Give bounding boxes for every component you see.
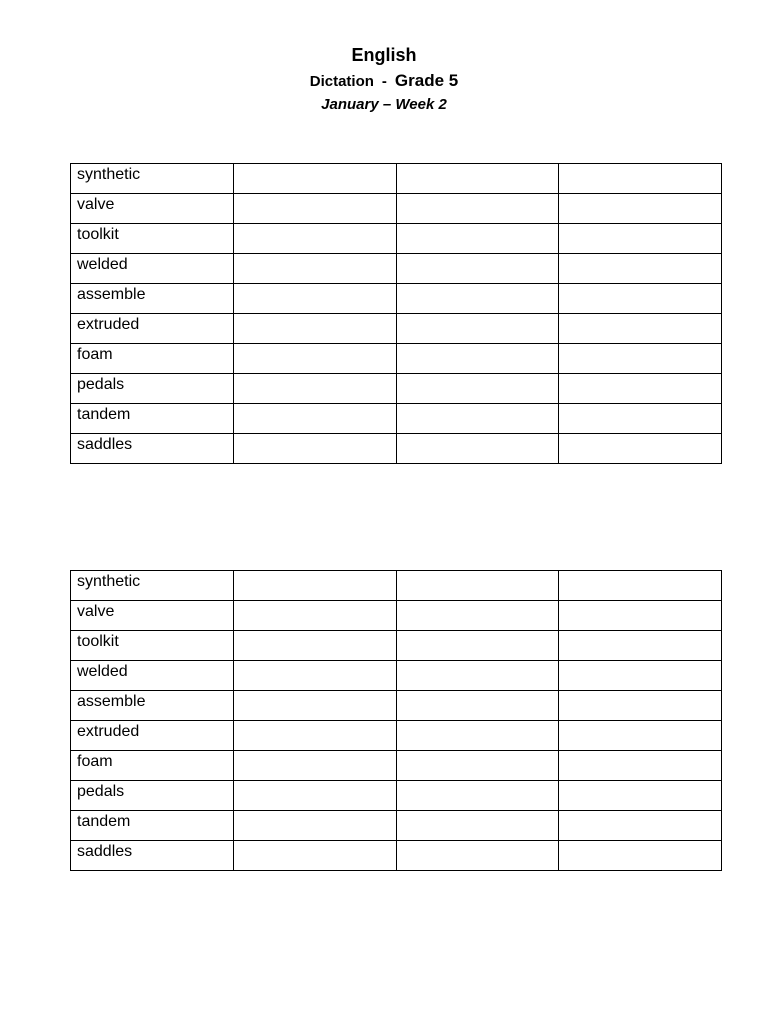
blank-writing-cell — [233, 344, 396, 374]
blank-writing-cell — [559, 164, 722, 194]
blank-writing-cell — [396, 404, 559, 434]
blank-writing-cell — [233, 314, 396, 344]
blank-writing-cell — [396, 344, 559, 374]
word-cell: tandem — [71, 811, 234, 841]
blank-writing-cell — [559, 434, 722, 464]
word-cell: toolkit — [71, 224, 234, 254]
table-row — [71, 224, 722, 254]
blank-writing-cell — [559, 314, 722, 344]
word-cell: saddles — [71, 434, 234, 464]
word-cell: welded — [71, 661, 234, 691]
blank-writing-cell — [233, 691, 396, 721]
blank-writing-cell — [396, 374, 559, 404]
table-row — [71, 691, 722, 721]
subtitle-grade: Grade 5 — [394, 71, 459, 90]
word-cell: saddles — [71, 841, 234, 871]
blank-writing-cell — [396, 254, 559, 284]
blank-writing-cell — [559, 631, 722, 661]
word-cell: synthetic — [71, 164, 234, 194]
blank-writing-cell — [233, 721, 396, 751]
blank-writing-cell — [396, 224, 559, 254]
blank-writing-cell — [396, 661, 559, 691]
blank-writing-cell — [233, 404, 396, 434]
blank-writing-cell — [396, 164, 559, 194]
blank-writing-cell — [396, 194, 559, 224]
blank-writing-cell — [396, 284, 559, 314]
table-row — [71, 661, 722, 691]
blank-writing-cell — [559, 781, 722, 811]
table-row — [71, 404, 722, 434]
subtitle-separator: - — [381, 73, 387, 90]
blank-writing-cell — [559, 751, 722, 781]
blank-writing-cell — [559, 601, 722, 631]
blank-writing-cell — [559, 571, 722, 601]
word-cell: synthetic — [71, 571, 234, 601]
blank-writing-cell — [559, 661, 722, 691]
blank-writing-cell — [396, 571, 559, 601]
blank-writing-cell — [559, 374, 722, 404]
blank-writing-cell — [559, 721, 722, 751]
word-cell: tandem — [71, 404, 234, 434]
table-row — [71, 344, 722, 374]
word-cell: extruded — [71, 314, 234, 344]
blank-writing-cell — [233, 751, 396, 781]
blank-writing-cell — [396, 811, 559, 841]
word-cell: assemble — [71, 284, 234, 314]
table-row — [71, 164, 722, 194]
blank-writing-cell — [396, 841, 559, 871]
blank-writing-cell — [396, 781, 559, 811]
blank-writing-cell — [559, 284, 722, 314]
blank-writing-cell — [559, 404, 722, 434]
blank-writing-cell — [233, 631, 396, 661]
word-cell: valve — [71, 194, 234, 224]
blank-writing-cell — [233, 781, 396, 811]
blank-writing-cell — [559, 344, 722, 374]
word-cell: welded — [71, 254, 234, 284]
blank-writing-cell — [233, 811, 396, 841]
table-row — [71, 571, 722, 601]
table-row — [71, 601, 722, 631]
blank-writing-cell — [233, 841, 396, 871]
blank-writing-cell — [396, 601, 559, 631]
blank-writing-cell — [396, 691, 559, 721]
blank-writing-cell — [233, 374, 396, 404]
word-cell: assemble — [71, 691, 234, 721]
word-cell: pedals — [71, 781, 234, 811]
table-row — [71, 434, 722, 464]
blank-writing-cell — [559, 691, 722, 721]
dictation-table-1 — [70, 163, 722, 464]
table-row — [71, 721, 722, 751]
blank-writing-cell — [396, 721, 559, 751]
subtitle-dictation: Dictation — [309, 73, 374, 90]
blank-writing-cell — [559, 254, 722, 284]
blank-writing-cell — [396, 434, 559, 464]
word-cell: foam — [71, 751, 234, 781]
blank-writing-cell — [233, 284, 396, 314]
table-row — [71, 284, 722, 314]
table-row — [71, 254, 722, 284]
blank-writing-cell — [233, 661, 396, 691]
blank-writing-cell — [559, 194, 722, 224]
page-title: English — [351, 45, 417, 65]
table-row — [71, 751, 722, 781]
blank-writing-cell — [233, 434, 396, 464]
blank-writing-cell — [233, 224, 396, 254]
blank-writing-cell — [559, 841, 722, 871]
word-cell: foam — [71, 344, 234, 374]
blank-writing-cell — [559, 811, 722, 841]
table-row — [71, 194, 722, 224]
table-row — [71, 374, 722, 404]
blank-writing-cell — [233, 571, 396, 601]
page-period: January – Week 2 — [321, 96, 447, 113]
table-row — [71, 841, 722, 871]
blank-writing-cell — [233, 194, 396, 224]
table-row — [71, 314, 722, 344]
blank-writing-cell — [559, 224, 722, 254]
blank-writing-cell — [233, 601, 396, 631]
blank-writing-cell — [233, 164, 396, 194]
blank-writing-cell — [233, 254, 396, 284]
word-cell: pedals — [71, 374, 234, 404]
blank-writing-cell — [396, 751, 559, 781]
word-cell: toolkit — [71, 631, 234, 661]
table-row — [71, 631, 722, 661]
page-subtitle — [0, 70, 768, 93]
dictation-table-2 — [70, 570, 722, 871]
blank-writing-cell — [396, 631, 559, 661]
word-cell: extruded — [71, 721, 234, 751]
table-row — [71, 811, 722, 841]
word-cell: valve — [71, 601, 234, 631]
table-row — [71, 781, 722, 811]
blank-writing-cell — [396, 314, 559, 344]
